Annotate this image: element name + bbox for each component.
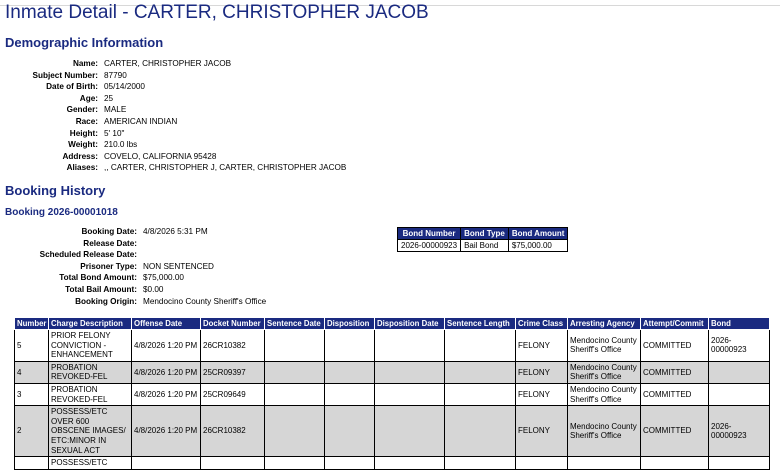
charge-header: Charge Description bbox=[49, 318, 132, 330]
booking-field-label: Release Date: bbox=[83, 238, 137, 248]
booking-field-row bbox=[0, 261, 266, 273]
booking-field-value: Mendocino County Sheriff's Office bbox=[143, 296, 267, 306]
bond-cell: Bail Bond bbox=[461, 240, 509, 252]
charge-cell: POSSESS/ETC bbox=[49, 457, 132, 470]
demographic-field-row bbox=[0, 151, 346, 163]
demographic-field-value: 5' 10" bbox=[104, 128, 125, 138]
charge-cell bbox=[15, 457, 49, 470]
demographic-field-value: 210.0 lbs bbox=[104, 140, 138, 150]
charge-header: Sentence Date bbox=[265, 318, 325, 330]
charge-cell: COMMITTED bbox=[641, 406, 709, 457]
demographic-field-row bbox=[0, 70, 346, 82]
charge-cell: FELONY bbox=[516, 361, 568, 383]
charge-header: Bond bbox=[709, 318, 770, 330]
charge-header: Number bbox=[15, 318, 49, 330]
table-row bbox=[398, 240, 568, 252]
demographic-field-row bbox=[0, 116, 346, 128]
charge-cell bbox=[265, 383, 325, 405]
charge-cell: 26CR10382 bbox=[201, 330, 265, 362]
charge-cell: COMMITTED bbox=[641, 361, 709, 383]
booking-field-label: Prisoner Type: bbox=[80, 261, 137, 271]
booking-field-value: $75,000.00 bbox=[143, 273, 184, 283]
charge-cell: PROBATION REVOKED-FEL bbox=[49, 361, 132, 383]
bond-header: Bond Amount bbox=[508, 228, 568, 240]
charge-cell: PROBATION REVOKED-FEL bbox=[49, 383, 132, 405]
demographic-field-row bbox=[0, 81, 346, 93]
demographic-field-row bbox=[0, 93, 346, 105]
charge-cell: POSSESS/ETC OVER 600 OBSCENE IMAGES/ ETC:MINOR IN SEXUAL ACT bbox=[49, 406, 132, 457]
charge-cell: 2 bbox=[15, 406, 49, 457]
charge-cell: COMMITTED bbox=[641, 383, 709, 405]
charge-header: Arresting Agency bbox=[568, 318, 641, 330]
charge-cell: 4/8/2026 1:20 PM bbox=[132, 330, 201, 362]
demographic-field-row bbox=[0, 104, 346, 116]
charge-cell bbox=[445, 457, 516, 470]
charge-cell bbox=[375, 330, 445, 362]
charge-cell: 5 bbox=[15, 330, 49, 362]
demographic-field-label: Date of Birth: bbox=[46, 82, 98, 92]
demographic-field-label: Height: bbox=[69, 128, 98, 138]
charge-cell: 4/8/2026 1:20 PM bbox=[132, 406, 201, 457]
charge-cell: Mendocino County Sheriff's Office bbox=[568, 330, 641, 362]
demographic-field-row bbox=[0, 58, 346, 70]
booking-title: Booking 2026-00001018 bbox=[5, 207, 118, 218]
charge-cell bbox=[445, 330, 516, 362]
demographic-field-label: Address: bbox=[62, 151, 98, 161]
charge-cell bbox=[375, 361, 445, 383]
charge-header: Crime Class bbox=[516, 318, 568, 330]
demographic-heading: Demographic Information bbox=[5, 35, 164, 50]
demographic-field-row bbox=[0, 128, 346, 140]
charges-table bbox=[14, 317, 770, 470]
charge-cell bbox=[516, 457, 568, 470]
charge-cell bbox=[132, 457, 201, 470]
charge-cell bbox=[325, 383, 375, 405]
bond-cell: $75,000.00 bbox=[508, 240, 568, 252]
demographic-field-value: CARTER, CHRISTOPHER JACOB bbox=[104, 59, 232, 68]
charge-header: Disposition bbox=[325, 318, 375, 330]
charge-cell: 25CR09397 bbox=[201, 361, 265, 383]
booking-field-value: NON SENTENCED bbox=[143, 261, 214, 271]
charge-header: Offense Date bbox=[132, 318, 201, 330]
demographic-field-value: 25 bbox=[104, 93, 114, 103]
demographic-field-value: MALE bbox=[104, 105, 127, 115]
charge-cell: FELONY bbox=[516, 406, 568, 457]
table-row bbox=[15, 361, 770, 383]
charge-cell bbox=[265, 361, 325, 383]
charge-cell: COMMITTED bbox=[641, 330, 709, 362]
booking-field-row bbox=[0, 226, 266, 238]
booking-field-row bbox=[0, 296, 266, 308]
demographic-fields bbox=[0, 58, 346, 174]
demographic-field-row bbox=[0, 139, 346, 151]
charge-cell: 4/8/2026 1:20 PM bbox=[132, 361, 201, 383]
booking-field-label: Total Bail Amount: bbox=[65, 284, 137, 294]
charge-cell bbox=[325, 457, 375, 470]
booking-field-label: Scheduled Release Date: bbox=[39, 250, 137, 260]
charge-cell bbox=[325, 361, 375, 383]
booking-fields bbox=[0, 226, 266, 307]
demographic-field-label: Subject Number: bbox=[32, 70, 98, 80]
demographic-field-value: COVELO, CALIFORNIA 95428 bbox=[104, 151, 217, 161]
bond-cell: 2026-00000923 bbox=[398, 240, 461, 252]
charge-cell: Mendocino County Sheriff's Office bbox=[568, 406, 641, 457]
charge-cell bbox=[568, 457, 641, 470]
charge-cell: 2026-00000923 bbox=[709, 406, 770, 457]
charge-cell bbox=[375, 383, 445, 405]
charge-cell bbox=[325, 330, 375, 362]
charge-cell bbox=[265, 406, 325, 457]
booking-field-value: $0.00 bbox=[143, 284, 164, 294]
charge-cell: 25CR09649 bbox=[201, 383, 265, 405]
charge-cell: PRIOR FELONY CONVICTION - ENHANCEMENT bbox=[49, 330, 132, 362]
charge-cell bbox=[201, 457, 265, 470]
page-title: Inmate Detail - CARTER, CHRISTOPHER JACOB bbox=[5, 2, 429, 23]
charge-header: Sentence Length bbox=[445, 318, 516, 330]
charge-header: Docket Number bbox=[201, 318, 265, 330]
bond-header: Bond Type bbox=[461, 228, 509, 240]
charge-cell bbox=[265, 457, 325, 470]
demographic-field-label: Race: bbox=[75, 116, 98, 126]
charge-cell bbox=[709, 361, 770, 383]
booking-field-label: Total Bond Amount: bbox=[59, 273, 137, 283]
booking-field-row bbox=[0, 238, 266, 250]
table-row bbox=[15, 383, 770, 405]
charge-cell: 4/8/2026 1:20 PM bbox=[132, 383, 201, 405]
demographic-field-row bbox=[0, 162, 346, 174]
table-row bbox=[15, 457, 770, 470]
booking-field-label: Booking Origin: bbox=[75, 296, 137, 306]
booking-field-value: 4/8/2026 5:31 PM bbox=[143, 227, 208, 236]
demographic-field-label: Gender: bbox=[66, 105, 98, 115]
charge-cell bbox=[445, 406, 516, 457]
charge-cell bbox=[709, 383, 770, 405]
bond-table bbox=[397, 227, 568, 252]
charge-cell: FELONY bbox=[516, 330, 568, 362]
demographic-field-value: ,, CARTER, CHRISTOPHER J, CARTER, CHRISTOPHER JACOB bbox=[104, 163, 347, 173]
charge-cell: 2026-00000923 bbox=[709, 330, 770, 362]
charge-cell bbox=[265, 330, 325, 362]
booking-field-row bbox=[0, 284, 266, 296]
demographic-field-value: 87790 bbox=[104, 70, 127, 80]
charge-header: Attempt/Commit bbox=[641, 318, 709, 330]
demographic-field-label: Aliases: bbox=[66, 163, 98, 173]
charge-cell bbox=[325, 406, 375, 457]
charge-cell bbox=[445, 361, 516, 383]
demographic-field-label: Weight: bbox=[68, 140, 98, 150]
charge-cell bbox=[375, 406, 445, 457]
charge-cell bbox=[375, 457, 445, 470]
charge-cell: 3 bbox=[15, 383, 49, 405]
charge-cell bbox=[641, 457, 709, 470]
table-row bbox=[15, 406, 770, 457]
bond-header: Bond Number bbox=[398, 228, 461, 240]
charge-cell bbox=[709, 457, 770, 470]
charge-cell: Mendocino County Sheriff's Office bbox=[568, 361, 641, 383]
demographic-field-label: Name: bbox=[72, 59, 98, 68]
booking-field-row bbox=[0, 249, 266, 261]
charge-cell: FELONY bbox=[516, 383, 568, 405]
booking-field-label: Booking Date: bbox=[81, 227, 137, 236]
booking-history-heading: Booking History bbox=[5, 183, 106, 198]
booking-field-row bbox=[0, 272, 266, 284]
charge-cell: 4 bbox=[15, 361, 49, 383]
charge-header: Disposition Date bbox=[375, 318, 445, 330]
charge-cell: 26CR10382 bbox=[201, 406, 265, 457]
charge-cell bbox=[445, 383, 516, 405]
demographic-field-value: 05/14/2000 bbox=[104, 82, 145, 92]
charge-cell: Mendocino County Sheriff's Office bbox=[568, 383, 641, 405]
demographic-field-label: Age: bbox=[79, 93, 98, 103]
table-row bbox=[15, 330, 770, 362]
demographic-field-value: AMERICAN INDIAN bbox=[104, 116, 178, 126]
